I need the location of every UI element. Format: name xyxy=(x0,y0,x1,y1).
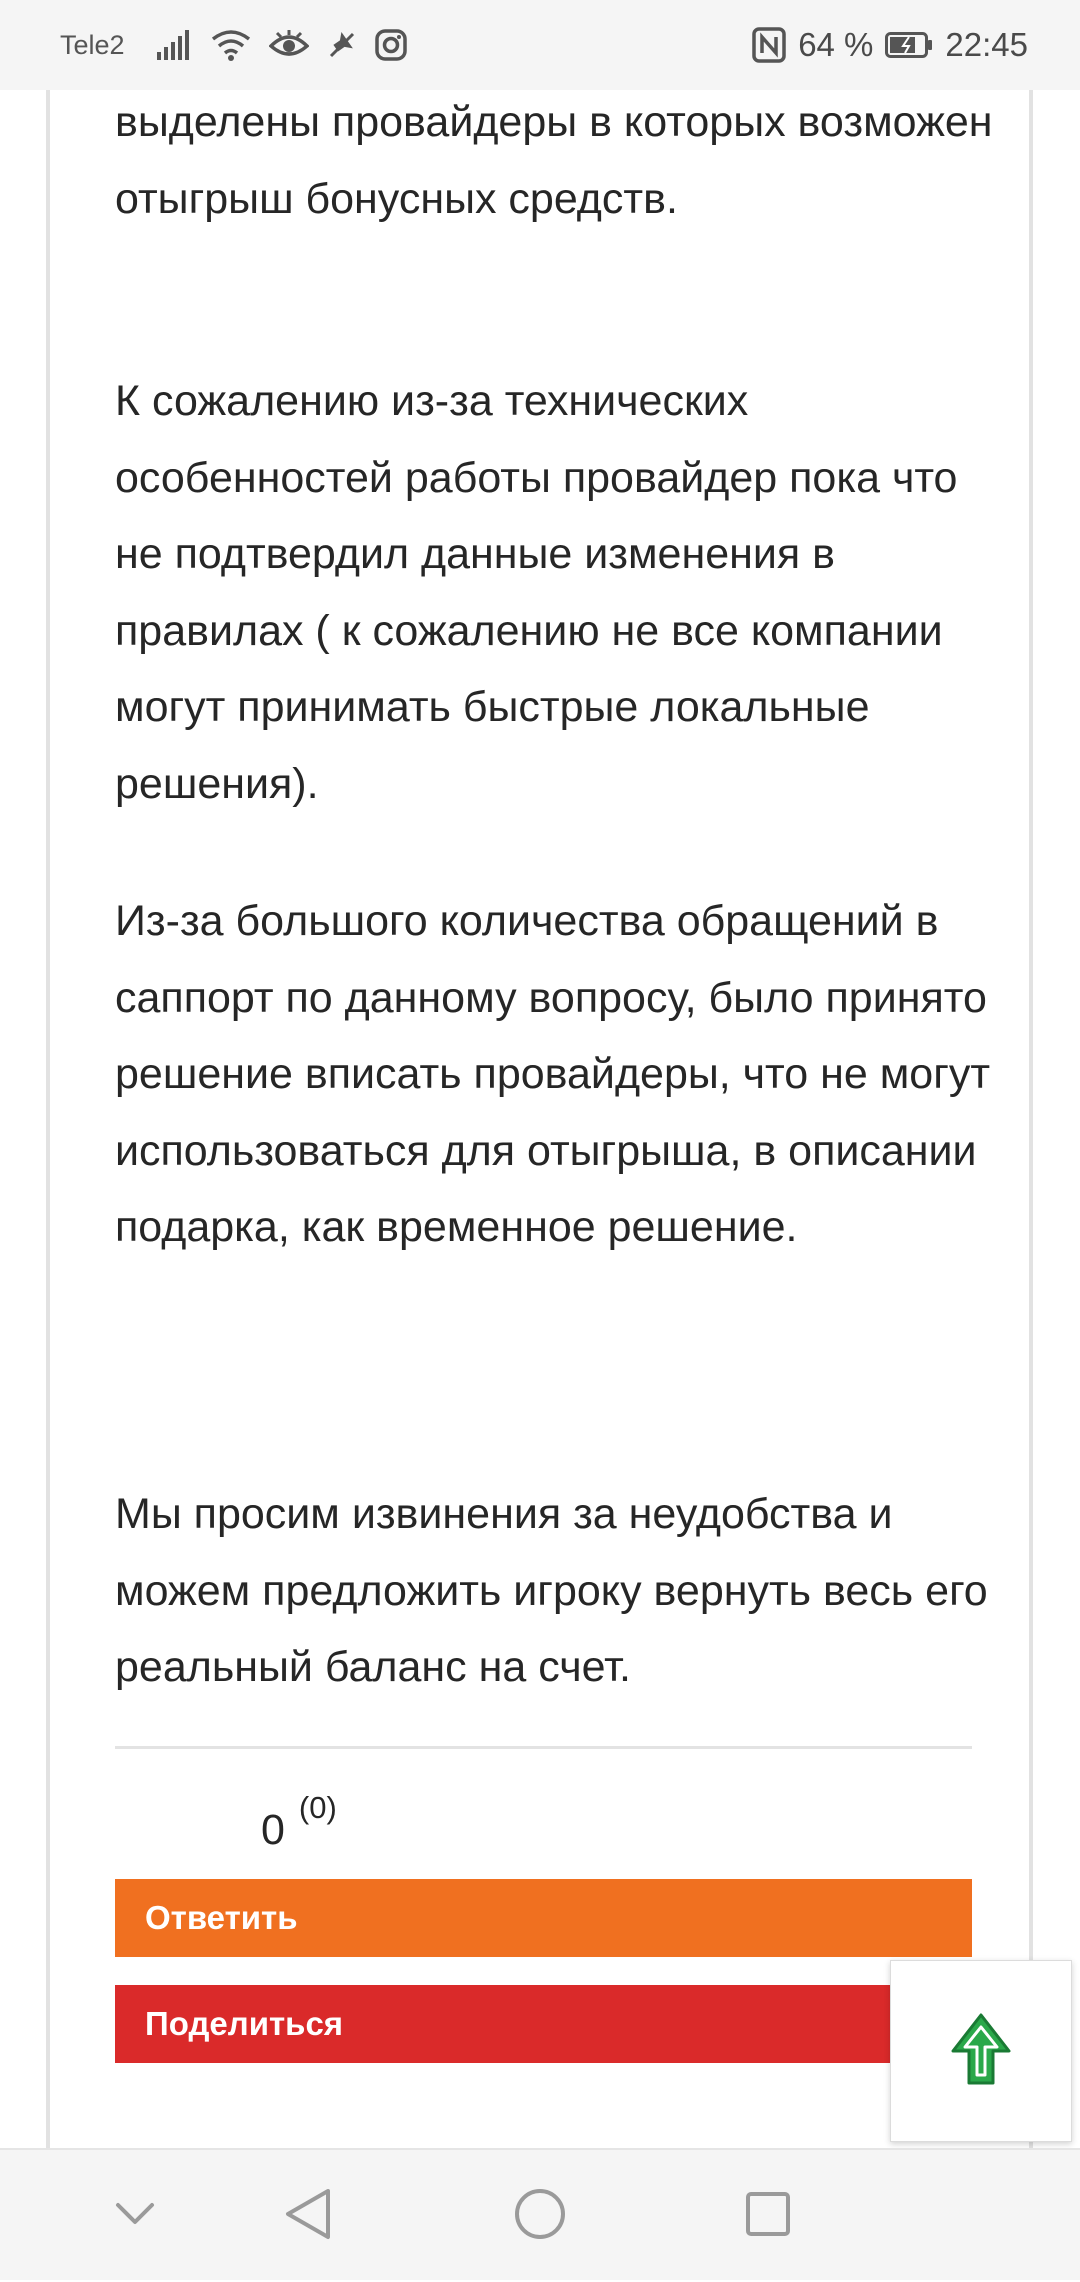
recents-button[interactable] xyxy=(708,2150,828,2282)
share-button[interactable] xyxy=(115,1985,972,2063)
reply-button[interactable] xyxy=(115,1879,972,1957)
home-button[interactable] xyxy=(480,2150,600,2282)
rating-count: 0 xyxy=(261,1806,285,1854)
carrier-label: Tele2 xyxy=(60,29,125,60)
signal-icon xyxy=(157,30,193,60)
wifi-icon xyxy=(211,29,251,61)
comment-paragraph: К сожалению из-за технических особенностей работы провайдер пока что не подтвердил данные изменения в правилах ( к сожалению не все компании могут принимать быстрые локальные решения). xyxy=(115,377,958,808)
battery-percent: 64 % xyxy=(798,26,874,63)
chevron-down-icon xyxy=(115,2202,155,2231)
comment-paragraph: Из-за большого количества обращений в саппорт по данному вопросу, было принято решение вписать провайдеры, что не могут использоваться для отыгрыша, в описании подарка, как временное решение. xyxy=(115,897,991,1251)
rating xyxy=(261,1790,337,1855)
eye-icon xyxy=(269,30,309,60)
home-circle-icon xyxy=(513,2187,567,2246)
rating-votes: (0) xyxy=(298,1790,337,1825)
arrow-up-icon xyxy=(949,2011,1013,2092)
status-bar xyxy=(0,0,1080,90)
recents-square-icon xyxy=(744,2190,792,2243)
back-triangle-icon xyxy=(284,2187,332,2246)
back-button[interactable] xyxy=(248,2150,368,2282)
battery-icon xyxy=(885,32,933,58)
reply-button-label: Ответить xyxy=(145,1899,298,1936)
share-button-label: Поделиться xyxy=(145,2005,344,2042)
nfc-icon xyxy=(752,27,786,63)
mute-icon xyxy=(327,30,357,60)
comment-card xyxy=(46,90,1033,2148)
divider xyxy=(115,1746,972,1749)
hide-keyboard-button[interactable] xyxy=(75,2150,195,2282)
scroll-to-top-button[interactable] xyxy=(890,1960,1072,2142)
comment-paragraph: Мы просим извинения за неудобства и можем предложить игроку вернуть весь его реальный баланс на счет. xyxy=(115,1490,988,1691)
instagram-icon xyxy=(375,29,407,61)
navigation-bar xyxy=(0,2148,1080,2280)
clock: 22:45 xyxy=(945,26,1028,63)
comment-paragraph: выделены провайдеры в которых возможен отыгрыш бонусных средств. xyxy=(115,98,993,223)
